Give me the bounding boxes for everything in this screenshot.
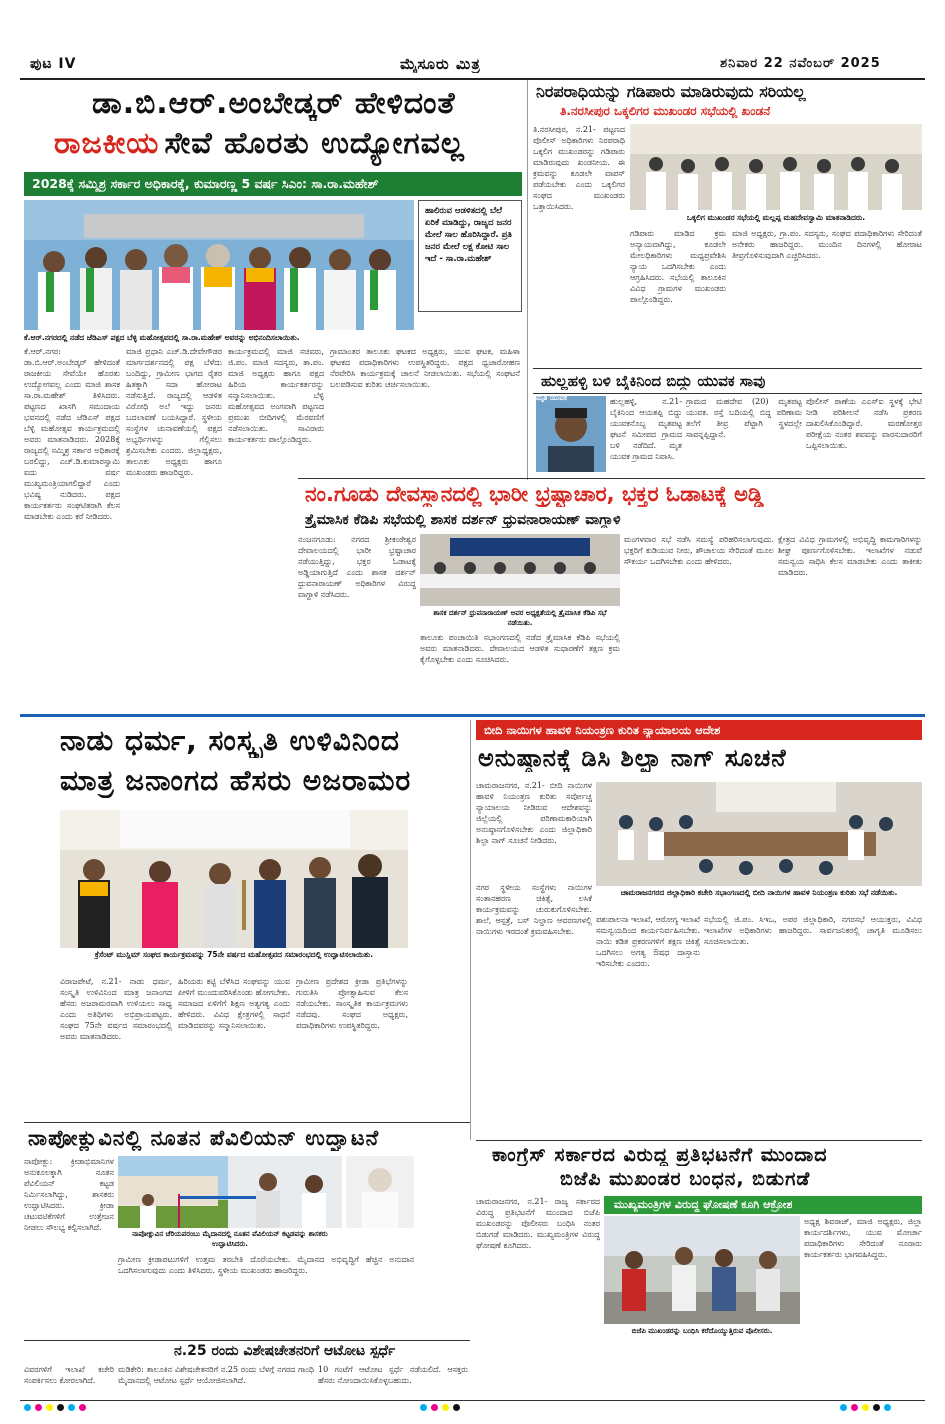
story5-col3: ಗ್ರಾಮೀಣ ಪ್ರದೇಶದ ಕ್ರೀಡಾ ಪ್ರತಿಭೆಗಳನ್ನು ಗುರುತಿಸಿ ಪ್ರೋತ್ಸಾಹಿಸುವ ಕೆಲಸ ನಡೆಯಬೇಕು. ಸಾಂಸ್ಕೃತಿಕ ಕಾರ್ಯಕ್ರಮಗಳು ನಡೆದವು. ಸಂಘದ ಅಧ್ಯಕ್ಷರು, ಪದಾಧಿಕಾರಿಗಳು ಉಪಸ್ಥಿತರಿದ್ದರು.	[296, 977, 408, 1030]
dot-magenta	[35, 1404, 42, 1411]
story7-col2: ಗ್ರಾಮೀಣ ಕ್ರೀಡಾಪಟುಗಳಿಗೆ ಉತ್ತಮ ತರಬೇತಿ ದೊರೆಯಬೇಕು. ಮೈದಾನದ ಅಭಿವೃದ್ಧಿಗೆ ಹೆಚ್ಚಿನ ಅನುದಾನ ಒದಗಿಸಲಾಗುವುದು ಎಂದು ತಿಳಿಸಿದರು. ಸ್ಥಳೀಯ ಮುಖಂಡರು ಹಾಜರಿದ್ದರು.	[118, 1255, 414, 1275]
story3-photo	[536, 396, 606, 472]
story2-headline: ನಿರಪರಾಧಿಯನ್ನು ಗಡಿಪಾರು ಮಾಡಿರುವುದು ಸರಿಯಲ್ಲ	[536, 82, 806, 101]
dot-yellow	[862, 1404, 869, 1411]
story5-photo-caption: ಕ್ರೆಸೆಂಟ್ ಮುಸ್ಲಿಮ್ ಸಂಘದ ಕಾರ್ಯಕ್ರಮವನ್ನು 75ನೇ ವರ್ಷದ ಮಹೋತ್ಸವದ ಸಮಾರಂಭದಲ್ಲಿ ಉದ್ಘಾಟಿಸಲಾಯಿತು.	[94, 950, 374, 959]
story7-top-rule	[24, 1122, 470, 1123]
story5-col1: ವಿರಾಜಪೇಟೆ, ನ.21- ನಾಡು ಧರ್ಮ, ಸಂಸ್ಕೃತಿ ಉಳಿವಿನಿಂದ ಮಾತ್ರ ಜನಾಂಗದ ಹೆಸರು ಅಜರಾಮರವಾಗಿ ಉಳಿಯಲು ಸಾಧ್ಯ ಎಂದು ಅತಿಥಿಗಳು ಅಭಿಪ್ರಾಯಪಟ್ಟರು. ಸಂಘದ 75ನೇ ವರ್ಷದ ಸಮಾರಂಭದಲ್ಲಿ ಅವರು ಮಾತನಾಡಿದರು.	[60, 977, 172, 1041]
dot-cyan	[68, 1404, 75, 1411]
story8-headline: ಕಾಂಗ್ರೆಸ್ ಸರ್ಕಾರದ ವಿರುದ್ಧ ಪ್ರತಿಭಟನೆಗೆ ಮುಂದಾದ	[492, 1144, 828, 1166]
dot-black	[57, 1404, 64, 1411]
page-date: ಶನಿವಾರ 22 ನವೆಂಬರ್ 2025	[720, 56, 881, 71]
story8-photo-caption: ಬಿಜೆಪಿ ಮುಖಂಡರನ್ನು ಬಂಧಿಸಿ ಕರೆದೊಯ್ಯುತ್ತಿರುವ ಪೊಲೀಸರು.	[631, 1327, 773, 1335]
story5-col2: ಹಿರಿಯರು ಕಟ್ಟಿ ಬೆಳೆಸಿದ ಸಂಘವನ್ನು ಯುವ ಪೀಳಿಗೆ ಮುಂದುವರಿಸಿಕೊಂಡು ಹೋಗಬೇಕು. ಸಮಾಜದ ಏಳಿಗೆಗೆ ಶಿಕ್ಷಣ ಅತ್ಯಗತ್ಯ ಎಂದು ಹೇಳಿದರು. ವಿವಿಧ ಕ್ಷೇತ್ರಗಳಲ್ಲಿ ಸಾಧನೆ ಮಾಡಿದವರನ್ನು ಸನ್ಮಾನಿಸಲಾಯಿತು.	[178, 977, 290, 1030]
story9-col2: 10 ಗಂಟೆಗೆ ಆಟೋಟ ಸ್ಪರ್ಧೆ ನಡೆಯಲಿದೆ. ಆಸಕ್ತರು ಹೆಸರು ನೋಂದಾಯಿಸಿಕೊಳ್ಳಬಹುದು.	[318, 1365, 468, 1385]
story1-col4: ಗ್ರಾಮಾಂತರ ತಾಲೂಕು ಘಟಕದ ಅಧ್ಯಕ್ಷರು, ಯುವ ಘಟಕ, ಮಹಿಳಾ ಘಟಕದ ಪದಾಧಿಕಾರಿಗಳು ಉಪಸ್ಥಿತರಿದ್ದರು. ಪಕ್ಷದ ಧ್ವಜಾರೋಹಣ ನೆರವೇರಿಸಿ ಕಾರ್ಯಕ್ರಮಕ್ಕೆ ಚಾಲನೆ ನೀಡಲಾಯಿತು. ಸಭೆಯಲ್ಲಿ ಸಂಘಟನೆ ಬಲಪಡಿಸುವ ಕುರಿತು ಚರ್ಚಿಸಲಾಯಿತು.	[330, 347, 520, 389]
story8-top-rule	[476, 1140, 922, 1141]
page-label: ಪುಟ IV	[30, 56, 77, 72]
dot-black	[453, 1404, 460, 1411]
story1-col2: ಮಾಜಿ ಪ್ರಧಾನಿ ಎಚ್.ಡಿ.ದೇವೇಗೌಡರ ಮಾರ್ಗದರ್ಶನದಲ್ಲಿ ಪಕ್ಷ ಬೆಳೆದು ಬಂದಿದ್ದು, ಗ್ರಾಮೀಣ ಭಾಗದ ರೈತರ ಹಿತಕ್ಕಾಗಿ ಸದಾ ಹೋರಾಟ ನಡೆಸುತ್ತಿದೆ. ರಾಜ್ಯದಲ್ಲಿ ಆಡಳಿತ ವಿರೋಧಿ ಅಲೆ ಇದ್ದು ಜನರು ಬದಲಾವಣೆ ಬಯಸಿದ್ದಾರೆ. ಸ್ಥಳೀಯ ಸಂಸ್ಥೆಗಳ ಚುನಾವಣೆಯಲ್ಲಿ ಪಕ್ಷದ ಅಭ್ಯರ್ಥಿಗಳನ್ನು ಗೆಲ್ಲಿಸಲು ಶ್ರಮಿಸಬೇಕು ಎಂದರು. ಜಿಲ್ಲಾಧ್ಯಕ್ಷರು, ತಾಲೂಕು ಅಧ್ಯಕ್ಷರು ಹಾಗೂ ಮುಖಂಡರು ಹಾಜರಿದ್ದರು.	[126, 347, 222, 477]
story1-headline-line1: ಡಾ.ಬಿ.ಆರ್.ಅಂಬೇಡ್ಕರ್ ಹೇಳಿದಂತೆ	[92, 86, 456, 121]
story4-top-rule	[298, 478, 925, 479]
story3-photo-label: ಮೃತ ಯುವಕ	[536, 394, 567, 402]
dot-black	[873, 1404, 880, 1411]
story2-photo-caption: ಒಕ್ಕಲಿಗ ಮುಖಂಡರ ಸಭೆಯಲ್ಲಿ ಮಲ್ಲಪ್ಪ ಮಹದೇವಸ್ವಾಮಿ ಮಾತನಾಡಿದರು.	[686, 213, 866, 222]
story5-headline-line2: ಮಾತ್ರ ಜನಾಂಗದ ಹೆಸರು ಅಜರಾಮರ	[60, 764, 412, 797]
story5-photo	[60, 810, 408, 948]
story1-subhead-band	[24, 172, 522, 196]
story1-quote-box	[418, 200, 522, 312]
story2-col3: ಮಾಜಿ ಅಧ್ಯಕ್ಷರು, ಗ್ರಾ.ಪಂ. ಸದಸ್ಯರು, ಸಂಘದ ಪದಾಧಿಕಾರಿಗಳು ಸೇರಿದಂತೆ ಅನೇಕರು ಹಾಜರಿದ್ದರು. ಮುಂದಿನ ದಿನಗಳಲ್ಲಿ ಹೋರಾಟ ತೀವ್ರಗೊಳಿಸುವುದಾಗಿ ಎಚ್ಚರಿಸಿದರು.	[732, 229, 922, 260]
story1-photo	[24, 200, 414, 330]
story7-photo2	[346, 1156, 414, 1228]
story4-subhead: ತ್ರೈಮಾಸಿಕ ಕೆಡಿಪಿ ಸಭೆಯಲ್ಲಿ ಶಾಸಕ ದರ್ಶನ್ ಧ್ರುವನಾರಾಯಣ್ ವಾಗ್ದಾಳಿ	[305, 512, 621, 528]
story2-subhead: ತಿ.ನರಸೀಪುರ ಒಕ್ಕಲಿಗರ ಮುಖಂಡರ ಸಭೆಯಲ್ಲಿ ಖಂಡನೆ	[560, 104, 771, 118]
story9-col3: ವಿವರಗಳಿಗೆ ಇಲಾಖೆ ಕಚೇರಿ ಸಂಪರ್ಕಿಸಲು ಕೋರಲಾಗಿದೆ.	[24, 1365, 114, 1385]
story9-headline: ನ.25 ರಂದು ವಿಶೇಷಚೇತನರಿಗೆ ಆಟೋಟ ಸ್ಪರ್ಧೆ	[174, 1343, 396, 1359]
story4-col2: ತಾಲೂಕು ಪಂಚಾಯಿತಿ ಸಭಾಂಗಣದಲ್ಲಿ ನಡೆದ ತ್ರೈಮಾಸಿಕ ಕೆಡಿಪಿ ಸಭೆಯಲ್ಲಿ ಅವರು ಮಾತನಾಡಿದರು. ದೇವಾಲಯದ ಆಡಳಿತ ಸುಧಾರಣೆಗೆ ತಕ್ಷಣ ಕ್ರಮ ಕೈಗೊಳ್ಳಬೇಕು ಎಂದು ಸೂಚಿಸಿದರು.	[420, 633, 620, 664]
story1-photo-caption: ಕೆ.ಆರ್.ನಗರದಲ್ಲಿ ನಡೆದ ಜೆಡಿಎಸ್ ಪಕ್ಷದ ಬೆಳ್ಳಿ ಮಹೋತ್ಸವದಲ್ಲಿ ಸಾ.ರಾ.ಮಹೇಶ್ ಅವರನ್ನು ಅಭಿನಂದಿಸಲಾಯಿತು.	[24, 333, 300, 342]
dot-magenta	[851, 1404, 858, 1411]
story3-headline-band	[533, 368, 922, 394]
story2-col1: ತಿ.ನರಸೀಪುರ, ನ.21- ಪಟ್ಟಣದ ಪೊಲೀಸ್ ಅಧಿಕಾರಿಗಳು ನಿರಪರಾಧಿ ಒಕ್ಕಲಿಗ ಮುಖಂಡರನ್ನು ಗಡಿಪಾರು ಮಾಡಿರುವುದು ಖಂಡನೀಯ. ಈ ಕ್ರಮವನ್ನು ಕೂಡಲೇ ವಾಪಸ್ ಪಡೆಯಬೇಕು ಎಂದು ಒಕ್ಕಲಿಗರ ಸಂಘದ ಮುಖಂಡರು ಒತ್ತಾಯಿಸಿದರು.	[533, 125, 625, 211]
story1-headline-line2	[54, 126, 465, 161]
story2-photo	[630, 124, 922, 210]
story4-headline: ನಂ.ಗೂಡು ದೇವಸ್ಥಾನದಲ್ಲಿ ಭಾರೀ ಭ್ರಷ್ಟಾಚಾರ, ಭಕ್ತರ ಓಡಾಟಕ್ಕೆ ಅಡ್ಡಿ	[305, 482, 764, 506]
story8-kicker-band	[604, 1196, 922, 1214]
paper-name: ಮೈಸೂರು ಮಿತ್ರ	[400, 55, 481, 73]
story3-col2: ಗ್ರಾಮದ ಮಹದೇವ (20) ಮೃತಪಟ್ಟ ಯುವಕ. ರಸ್ತೆ ಬದಿಯಲ್ಲಿ ಬಿದ್ದ ಪರಿಣಾಮ ತಲೆಗೆ ತೀವ್ರ ಪೆಟ್ಟಾಗಿ ಸ್ಥಳದಲ್ಲೇ ಸಾವನ್ನಪ್ಪಿದ್ದಾನೆ.	[686, 397, 802, 439]
story1-headline-rest: ಸೇವೆ ಹೊರತು ಉದ್ಯೋಗವಲ್ಲ	[164, 126, 465, 161]
story4-col1: ನಂಜನಗೂಡು: ನಗರದ ಶ್ರೀಕಂಠೇಶ್ವರ ದೇವಾಲಯದಲ್ಲಿ ಭಾರೀ ಭ್ರಷ್ಟಾಚಾರ ನಡೆಯುತ್ತಿದ್ದು, ಭಕ್ತರ ಓಡಾಟಕ್ಕೆ ಅಡ್ಡಿಯಾಗುತ್ತಿದೆ ಎಂದು ಶಾಸಕ ದರ್ಶನ್ ಧ್ರುವನಾರಾಯಣ್ ಅಧಿಕಾರಿಗಳ ವಿರುದ್ಧ ವಾಗ್ದಾಳಿ ನಡೆಸಿದರು.	[298, 535, 416, 599]
story6-col2: ನಗರ ಸ್ಥಳೀಯ ಸಂಸ್ಥೆಗಳು ನಾಯಿಗಳ ಸಂತಾನಹರಣ ಚಿಕಿತ್ಸೆ, ಲಸಿಕೆ ಕಾರ್ಯಕ್ರಮವನ್ನು ಚುರುಕುಗೊಳಿಸಬೇಕು. ಶಾಲೆ, ಆಸ್ಪತ್ರೆ, ಬಸ್ ನಿಲ್ದಾಣ ಆವರಣಗಳಲ್ಲಿ ನಾಯಿಗಳು ಇರದಂತೆ ಕ್ರಮವಹಿಸಬೇಕು.	[476, 883, 592, 936]
story6-col3: ಪಶುಪಾಲನಾ ಇಲಾಖೆ, ಆರೋಗ್ಯ ಇಲಾಖೆ ಸಮನ್ವಯದಿಂದ ಕಾರ್ಯನಿರ್ವಹಿಸಬೇಕು. ನಾಯಿ ಕಡಿತ ಪ್ರಕರಣಗಳಿಗೆ ತಕ್ಷಣ ಚಿಕಿತ್ಸೆ ಒದಗಿಸಲು ಅಗತ್ಯ ಔಷಧ ದಾಸ್ತಾನು ಇರಿಸಬೇಕು ಎಂದರು.	[596, 915, 700, 968]
story8-col1: ಚಾಮರಾಜನಗರ, ನ.21- ರಾಜ್ಯ ಸರ್ಕಾರದ ವಿರುದ್ಧ ಪ್ರತಿಭಟನೆಗೆ ಮುಂದಾದ ಬಿಜೆಪಿ ಮುಖಂಡರನ್ನು ಪೊಲೀಸರು ಬಂಧಿಸಿ ನಂತರ ಬಿಡುಗಡೆ ಮಾಡಿದರು. ಮುಖ್ಯಮಂತ್ರಿಗಳ ವಿರುದ್ಧ ಘೋಷಣೆ ಕೂಗಿದರು.	[476, 1197, 600, 1250]
story7-photo	[118, 1156, 342, 1228]
story4-col4: ಕ್ಷೇತ್ರದ ವಿವಿಧ ಗ್ರಾಮಗಳಲ್ಲಿ ಅಭಿವೃದ್ಧಿ ಕಾಮಗಾರಿಗಳನ್ನು ಶೀಘ್ರ ಪೂರ್ಣಗೊಳಿಸಬೇಕು. ಇಲಾಖೆಗಳ ನಡುವೆ ಸಮನ್ವಯ ಸಾಧಿಸಿ ಕೆಲಸ ಮಾಡಬೇಕು ಎಂದು ತಾಕೀತು ಮಾಡಿದರು.	[778, 535, 922, 577]
dot-cyan	[420, 1404, 427, 1411]
story9-col1: ಮಡಿಕೇರಿ: ತಾಲೂಕಿನ ವಿಶೇಷಚೇತನರಿಗೆ ನ.25 ರಂದು ಬೆಳಗ್ಗೆ ನಗರದ ಗಾಂಧಿ ಮೈದಾನದಲ್ಲಿ ಆಟೋಟ ಸ್ಪರ್ಧೆ ಆಯೋಜಿಸಲಾಗಿದೆ.	[118, 1365, 314, 1385]
dot-cyan	[24, 1404, 31, 1411]
story4-col3: ಮಂಗಳವಾರ ಸಭೆ ನಡೆಸಿ ಸಮಸ್ಯೆ ಪರಿಹರಿಸಲಾಗುವುದು. ಭಕ್ತರಿಗೆ ಕುಡಿಯುವ ನೀರು, ಶೌಚಾಲಯ ಸೇರಿದಂತೆ ಮೂಲ ಸೌಕರ್ಯ ಒದಗಿಸಬೇಕು ಎಂದು ಹೇಳಿದರು.	[624, 535, 774, 566]
story1-subhead: 2028ಕ್ಕೆ ಸಮ್ಮಿಶ್ರ ಸರ್ಕಾರ ಅಧಿಕಾರಕ್ಕೆ, ಕುಮಾರಣ್ಣ 5 ವರ್ಷ ಸಿಎಂ: ಸಾ.ರಾ.ಮಹೇಶ್	[32, 176, 379, 191]
story2-col2: ಗಡಿಪಾರು ಮಾಡಿದ ಕ್ರಮ ಅನ್ಯಾಯವಾಗಿದ್ದು, ಕೂಡಲೇ ಮೇಲಧಿಕಾರಿಗಳು ಮಧ್ಯಪ್ರವೇಶಿಸಿ ನ್ಯಾಯ ಒದಗಿಸಬೇಕು ಎಂದು ಆಗ್ರಹಿಸಿದರು. ಸಭೆಯಲ್ಲಿ ತಾಲೂಕಿನ ವಿವಿಧ ಗ್ರಾಮಗಳ ಮುಖಂಡರು ಪಾಲ್ಗೊಂಡಿದ್ದರು.	[630, 229, 726, 304]
story7-headline: ನಾಪೋಕ್ಲುವಿನಲ್ಲಿ ನೂತನ ಪೆವಿಲಿಯನ್ ಉದ್ಘಾಟನೆ	[28, 1126, 380, 1150]
story1-quote: ಹಾಲಿರುವ ಆಡಳಿತದಲ್ಲಿ ಬೆಲೆ ಏರಿಕೆ ಮಾಡಿದ್ದು, ರಾಜ್ಯದ ಜನರ ಮೇಲೆ ಸಾಲ ಹೊರಿಸಿದ್ದಾರೆ. ಪ್ರತಿ ಜನರ ಮೇಲೆ ಲಕ್ಷ ಕೋಟಿ ಸಾಲ ಇದೆ - ಸಾ.ರಾ.ಮಹೇಶ್	[425, 206, 512, 264]
story8-photo	[604, 1216, 800, 1324]
registration-dots-center	[420, 1404, 460, 1411]
story6-headline: ಅನುಷ್ಠಾನಕ್ಕೆ ಡಿಸಿ ಶಿಲ್ಪಾ ನಾಗ್ ಸೂಚನೆ	[478, 744, 787, 772]
masthead	[20, 54, 925, 78]
story8-kicker: ಮುಖ್ಯಮಂತ್ರಿಗಳ ವಿರುದ್ಧ ಘೋಷಣೆ ಕೂಗಿ ಆಕ್ರೋಶ	[614, 1198, 793, 1211]
story6-kicker: ಬೀದಿ ನಾಯಿಗಳ ಹಾವಳಿ ನಿಯಂತ್ರಣ ಕುರಿತ ನ್ಯಾಯಾಲಯ ಆದೇಶ	[484, 723, 721, 737]
story6-photo-caption: ಚಾಮರಾಜನಗರದ ಜಿಲ್ಲಾಧಿಕಾರಿ ಕಚೇರಿ ಸಭಾಂಗಣದಲ್ಲಿ ಬೀದಿ ನಾಯಿಗಳ ಹಾವಳಿ ನಿಯಂತ್ರಣ ಕುರಿತು ಸಭೆ ನಡೆಯಿತು.	[620, 888, 898, 897]
story4-photo	[420, 534, 620, 606]
story2-col1b	[533, 216, 625, 366]
story6-col1: ಚಾಮರಾಜನಗರ, ನ.21- ಬೀದಿ ನಾಯಿಗಳ ಹಾವಳಿ ನಿಯಂತ್ರಣ ಕುರಿತು ಸರ್ವೋಚ್ಚ ನ್ಯಾಯಾಲಯ ನೀಡಿರುವ ಆದೇಶವನ್ನು ಜಿಲ್ಲೆಯಲ್ಲಿ ಪರಿಣಾಮಕಾರಿಯಾಗಿ ಅನುಷ್ಠಾನಗೊಳಿಸಬೇಕು ಎಂದು ಜಿಲ್ಲಾಧಿಕಾರಿ ಶಿಲ್ಪಾ ನಾಗ್ ಸೂಚನೆ ನೀಡಿದರು.	[476, 781, 592, 845]
story5-headline-line1: ನಾಡು ಧರ್ಮ, ಸಂಸ್ಕೃತಿ ಉಳಿವಿನಿಂದ	[60, 724, 400, 757]
masthead-rule	[20, 78, 925, 80]
story1-col3: ಕಾರ್ಯಕ್ರಮದಲ್ಲಿ ಮಾಜಿ ಸಚಿವರು, ಜಿ.ಪಂ. ಮಾಜಿ ಸದಸ್ಯರು, ತಾ.ಪಂ. ಮಾಜಿ ಅಧ್ಯಕ್ಷರು ಹಾಗೂ ಪಕ್ಷದ ಹಿರಿಯ ಕಾರ್ಯಕರ್ತರನ್ನು ಸನ್ಮಾನಿಸಲಾಯಿತು. ಬೆಳ್ಳಿ ಮಹೋತ್ಸವದ ಅಂಗವಾಗಿ ಪಟ್ಟಣದ ಪ್ರಮುಖ ಬೀದಿಗಳಲ್ಲಿ ಮೆರವಣಿಗೆ ನಡೆಸಲಾಯಿತು. ಸಾವಿರಾರು ಕಾರ್ಯಕರ್ತರು ಪಾಲ್ಗೊಂಡಿದ್ದರು.	[228, 347, 324, 444]
dot-yellow	[46, 1404, 53, 1411]
dot-yellow	[442, 1404, 449, 1411]
story8-headline-line2: ಬಿಜೆಪಿ ಮುಖಂಡರ ಬಂಧನ, ಬಿಡುಗಡೆ	[560, 1168, 811, 1190]
story7-photo-caption: ನಾಪೋಕ್ಲುವಿನ ಚೆರಿಯಪರಂಬು ಮೈದಾನದಲ್ಲಿ ನೂತನ ಪೆವಿಲಿಯನ್ ಕಟ್ಟಡವನ್ನು ಶಾಸಕರು ಉದ್ಘಾಟಿಸಿದರು.	[132, 1230, 328, 1248]
story3-col3: ಪೊಲೀಸ್ ಠಾಣೆಯ ಎಎಸ್‌ಐ ಸ್ಥಳಕ್ಕೆ ಭೇಟಿ ನೀಡಿ ಪರಿಶೀಲನೆ ನಡೆಸಿ ಪ್ರಕರಣ ದಾಖಲಿಸಿಕೊಂಡಿದ್ದಾರೆ. ಮರಣೋತ್ತರ ಪರೀಕ್ಷೆಯ ನಂತರ ಶವವನ್ನು ವಾರಸುದಾರರಿಗೆ ಒಪ್ಪಿಸಲಾಯಿತು.	[806, 397, 922, 450]
dot-magenta	[79, 1404, 86, 1411]
story1-col1: ಕೆ.ಆರ್.ನಗರ: ಡಾ.ಬಿ.ಆರ್.ಅಂಬೇಡ್ಕರ್ ಹೇಳಿದಂತೆ ರಾಜಕೀಯ ಸೇವೆಯೇ ಹೊರತು ಉದ್ಯೋಗವಲ್ಲ ಎಂದು ಮಾಜಿ ಶಾಸಕ ಸಾ.ರಾ.ಮಹೇಶ್ ತಿಳಿಸಿದರು. ಪಟ್ಟಣದ ಖಾಸಗಿ ಸಮುದಾಯ ಭವನದಲ್ಲಿ ನಡೆದ ಜೆಡಿಎಸ್ ಪಕ್ಷದ ಬೆಳ್ಳಿ ಮಹೋತ್ಸವ ಕಾರ್ಯಕ್ರಮದಲ್ಲಿ ಅವರು ಮಾತನಾಡಿದರು. 2028ಕ್ಕೆ ರಾಜ್ಯದಲ್ಲಿ ಸಮ್ಮಿಶ್ರ ಸರ್ಕಾರ ಅಧಿಕಾರಕ್ಕೆ ಬರಲಿದ್ದು, ಎಚ್.ಡಿ.ಕುಮಾರಸ್ವಾಮಿ ಐದು ವರ್ಷ ಮುಖ್ಯಮಂತ್ರಿಯಾಗಲಿದ್ದಾರೆ ಎಂದು ಭವಿಷ್ಯ ನುಡಿದರು. ಪಕ್ಷದ ಕಾರ್ಯಕರ್ತರು ಸಂಘಟಿತರಾಗಿ ಕೆಲಸ ಮಾಡಬೇಕು ಎಂದು ಕರೆ ನೀಡಿದರು.	[24, 347, 120, 521]
story6-photo	[596, 782, 922, 886]
mid-blue-rule	[20, 714, 925, 717]
registration-dots-right	[840, 1404, 891, 1411]
story8-col2-bottom	[476, 1340, 600, 1398]
column-divider-top	[527, 80, 528, 480]
story9-headline-band	[24, 1341, 470, 1363]
story4-photo-caption: ಶಾಸಕ ದರ್ಶನ್ ಧ್ರುವನಾರಾಯಣ್ ಅವರ ಅಧ್ಯಕ್ಷತೆಯಲ್ಲಿ ತ್ರೈಮಾಸಿಕ ಕೆಡಿಪಿ ಸಭೆ ನಡೆಯಿತು.	[433, 609, 607, 627]
dot-cyan	[884, 1404, 891, 1411]
story8-col3: ಅಧ್ಯಕ್ಷ ಶಿವರಾಜ್, ಮಾಜಿ ಅಧ್ಯಕ್ಷರು, ಜಿಲ್ಲಾ ಕಾರ್ಯದರ್ಶಿಗಳು, ಯುವ ಮೋರ್ಚಾ ಪದಾಧಿಕಾರಿಗಳು ಸೇರಿದಂತೆ ನೂರಾರು ಕಾರ್ಯಕರ್ತರು ಭಾಗವಹಿಸಿದ್ದರು.	[804, 1217, 922, 1259]
story3-col1: ಹುಲ್ಲಹಳ್ಳಿ, ನ.21- ಬೈಕಿನಿಂದ ಆಯತಪ್ಪಿ ಬಿದ್ದು ಯುವಕನೊಬ್ಬ ಮೃತಪಟ್ಟ ಘಟನೆ ಸಮೀಪದ ಗ್ರಾಮದ ಬಳಿ ನಡೆದಿದೆ. ಮೃತ ಯುವಕ ಗ್ರಾಮದ ನಿವಾಸಿ.	[610, 397, 682, 461]
story6-kicker-band	[476, 720, 922, 740]
dot-magenta	[431, 1404, 438, 1411]
story3-headline: ಹುಲ್ಲಹಳ್ಳಿ ಬಳಿ ಬೈಕಿನಿಂದ ಬಿದ್ದು ಯುವಕ ಸಾವು	[541, 372, 766, 390]
registration-dots-left	[24, 1404, 86, 1411]
story7-col1: ನಾಪೋಕ್ಲು: ಕ್ರೀಡಾಭಿಮಾನಿಗಳ ಅನುಕೂಲಕ್ಕಾಗಿ ನೂತನ ಪೆವಿಲಿಯನ್ ಕಟ್ಟಡ ನಿರ್ಮಿಸಲಾಗಿದ್ದು, ಶಾಸಕರು ಉದ್ಘಾಟಿಸಿದರು. ಕ್ರೀಡಾ ಚಟುವಟಿಕೆಗಳಿಗೆ ಉತ್ತೇಜನ ನೀಡಲು ಸೌಲಭ್ಯ ಕಲ್ಪಿಸಲಾಗಿದೆ.	[24, 1157, 114, 1232]
story6-col4: ಸಭೆಯಲ್ಲಿ ಜಿ.ಪಂ. ಸಿಇಒ, ಅಪರ ಜಿಲ್ಲಾಧಿಕಾರಿ, ನಗರಸಭೆ ಆಯುಕ್ತರು, ವಿವಿಧ ಇಲಾಖೆಗಳ ಅಧಿಕಾರಿಗಳು ಹಾಜರಿದ್ದರು. ಸಾರ್ವಜನಿಕರಲ್ಲಿ ಜಾಗೃತಿ ಮೂಡಿಸಲು ಸೂಚಿಸಲಾಯಿತು.	[704, 915, 922, 946]
bottom-rule	[20, 1400, 925, 1401]
column-divider-mid	[470, 720, 471, 1140]
dot-cyan	[840, 1404, 847, 1411]
story1-headline-red: ರಾಜಕೀಯ	[54, 126, 160, 161]
